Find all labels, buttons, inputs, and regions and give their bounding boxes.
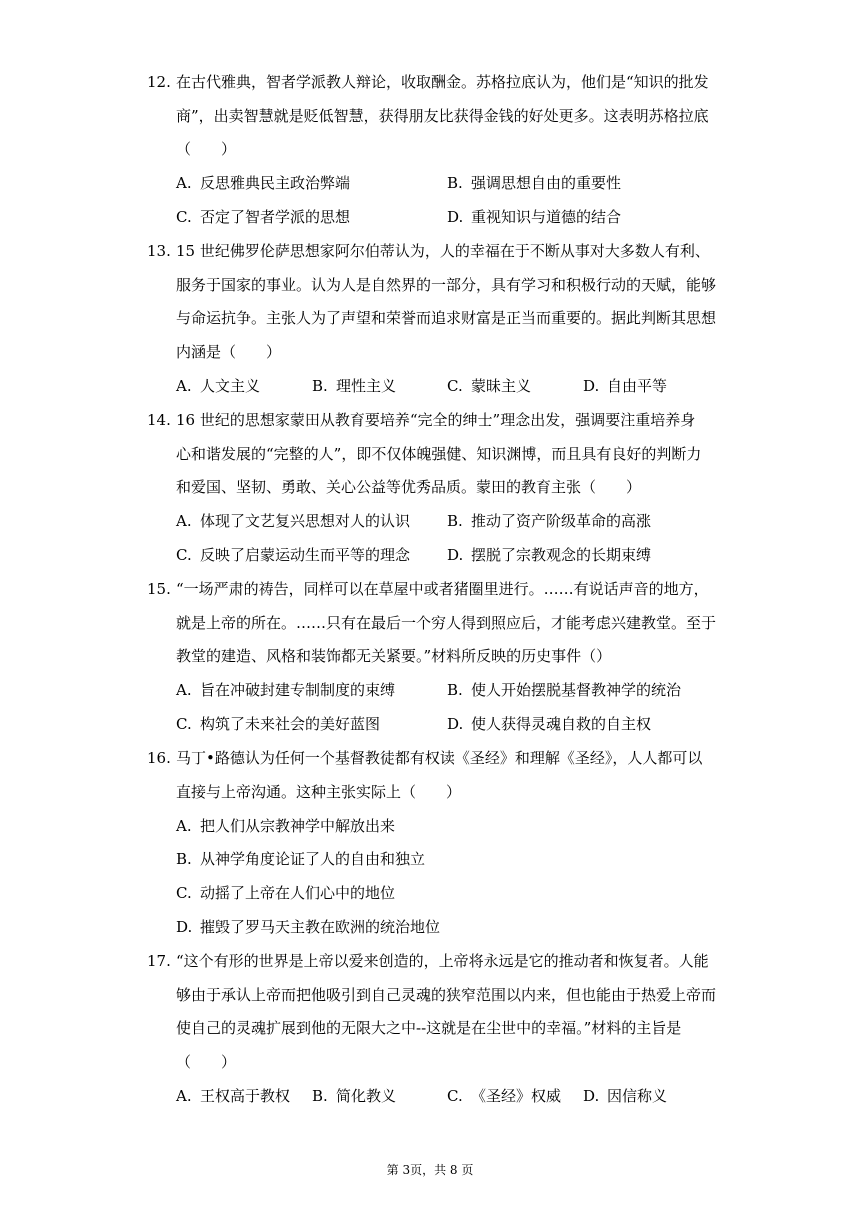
question-stem-line: （ ）: [176, 1053, 237, 1071]
question-stem-line: 马丁•路德认为任何一个基督教徒都有权读《圣经》和理解《圣经》，人人都可以: [176, 749, 703, 767]
question-stem-line: 使自己的灵魂扩展到他的无限大之中--这就是在尘世中的幸福。”材料的主旨是: [176, 1019, 682, 1037]
question-stem-line: “这个有形的世界是上帝以爱来创造的，上帝将永远是它的推动者和恢复者。人能: [176, 952, 709, 970]
option-b: B. 强调思想自由的重要性: [447, 174, 622, 192]
question-number: 12.: [147, 73, 171, 91]
question-stem-line: （ ）: [176, 140, 237, 158]
option-a: A. 反思雅典民主政治弊端: [176, 174, 351, 192]
option-c: C. 《圣经》权威: [447, 1087, 562, 1105]
option-b: B. 推动了资产阶级革命的高涨: [447, 512, 652, 530]
option-a: A. 体现了文艺复兴思想对人的认识: [176, 512, 411, 530]
option-b: B. 使人开始摆脱基督教神学的统治: [447, 681, 682, 699]
option-a: A. 把人们从宗教神学中解放出来: [176, 817, 396, 835]
option-c: C. 蒙昧主义: [447, 377, 532, 395]
question-stem-line: 在古代雅典，智者学派教人辩论，收取酬金。苏格拉底认为，他们是“知识的批发: [176, 73, 709, 91]
option-c: C. 反映了启蒙运动生而平等的理念: [176, 546, 411, 564]
question-number: 13.: [147, 242, 171, 260]
question-stem-line: 就是上帝的所在。……只有在最后一个穷人得到照应后，才能考虑兴建教堂。至于: [176, 614, 717, 632]
question-stem-line: 内涵是（ ）: [176, 343, 282, 361]
question-stem-line: 和爱国、坚韧、勇敢、关心公益等优秀品质。蒙田的教育主张（ ）: [176, 478, 642, 496]
question-stem-line: 15 世纪佛罗伦萨思想家阿尔伯蒂认为，人的幸福在于不断从事对大多数人有利、: [176, 242, 710, 260]
question-stem-line: 商”，出卖智慧就是贬低智慧，获得朋友比获得金钱的好处更多。这表明苏格拉底: [176, 107, 709, 125]
option-d: D. 自由平等: [583, 377, 668, 395]
question-stem-line: 教堂的建造、风格和装饰都无关紧要。”材料所反映的历史事件（）: [176, 647, 612, 665]
option-d: D. 摧毁了罗马天主教在欧洲的统治地位: [176, 918, 441, 936]
question-stem-line: 直接与上帝沟通。这种主张实际上（ ）: [176, 783, 462, 801]
question-stem-line: 与命运抗争。主张人为了声望和荣誉而追求财富是正当而重要的。据此判断其思想: [176, 309, 717, 327]
option-c: C. 构筑了未来社会的美好蓝图: [176, 715, 381, 733]
option-d: D. 使人获得灵魂自救的自主权: [447, 715, 652, 733]
question-number: 17.: [147, 952, 171, 970]
question-stem-line: 心和谐发展的“完整的人”，即不仅体魄强健、知识渊博，而且具有良好的判断力: [176, 445, 702, 463]
page-footer: 第 3页，共 8 页: [386, 1163, 474, 1177]
question-stem-line: 16 世纪的思想家蒙田从教育要培养“完全的绅士”理念出发，强调要注重培养身: [176, 411, 696, 429]
question-number: 14.: [147, 411, 171, 429]
question-stem-line: 够由于承认上帝而把他吸引到自己灵魂的狭窄范围以内来，但也能由于热爱上帝而: [176, 986, 717, 1004]
question-stem-line: “一场严肃的祷告，同样可以在草屋中或者猪圈里进行。……有说话声音的地方，: [176, 580, 709, 598]
option-b: B. 简化教义: [312, 1087, 397, 1105]
option-d: D. 因信称义: [583, 1087, 668, 1105]
option-c: C. 否定了智者学派的思想: [176, 208, 351, 226]
option-b: B. 理性主义: [312, 377, 397, 395]
question-number: 16.: [147, 749, 171, 767]
option-d: D. 重视知识与道德的结合: [447, 208, 622, 226]
option-a: A. 旨在冲破封建专制制度的束缚: [176, 681, 396, 699]
option-b: B. 从神学角度论证了人的自由和独立: [176, 850, 426, 868]
option-a: A. 人文主义: [176, 377, 261, 395]
option-d: D. 摆脱了宗教观念的长期束缚: [447, 546, 652, 564]
question-number: 15.: [147, 580, 171, 598]
option-c: C. 动摇了上帝在人们心中的地位: [176, 884, 396, 902]
option-a: A. 王权高于教权: [176, 1087, 291, 1105]
question-stem-line: 服务于国家的事业。认为人是自然界的一部分，具有学习和积极行动的天赋，能够: [176, 276, 717, 294]
